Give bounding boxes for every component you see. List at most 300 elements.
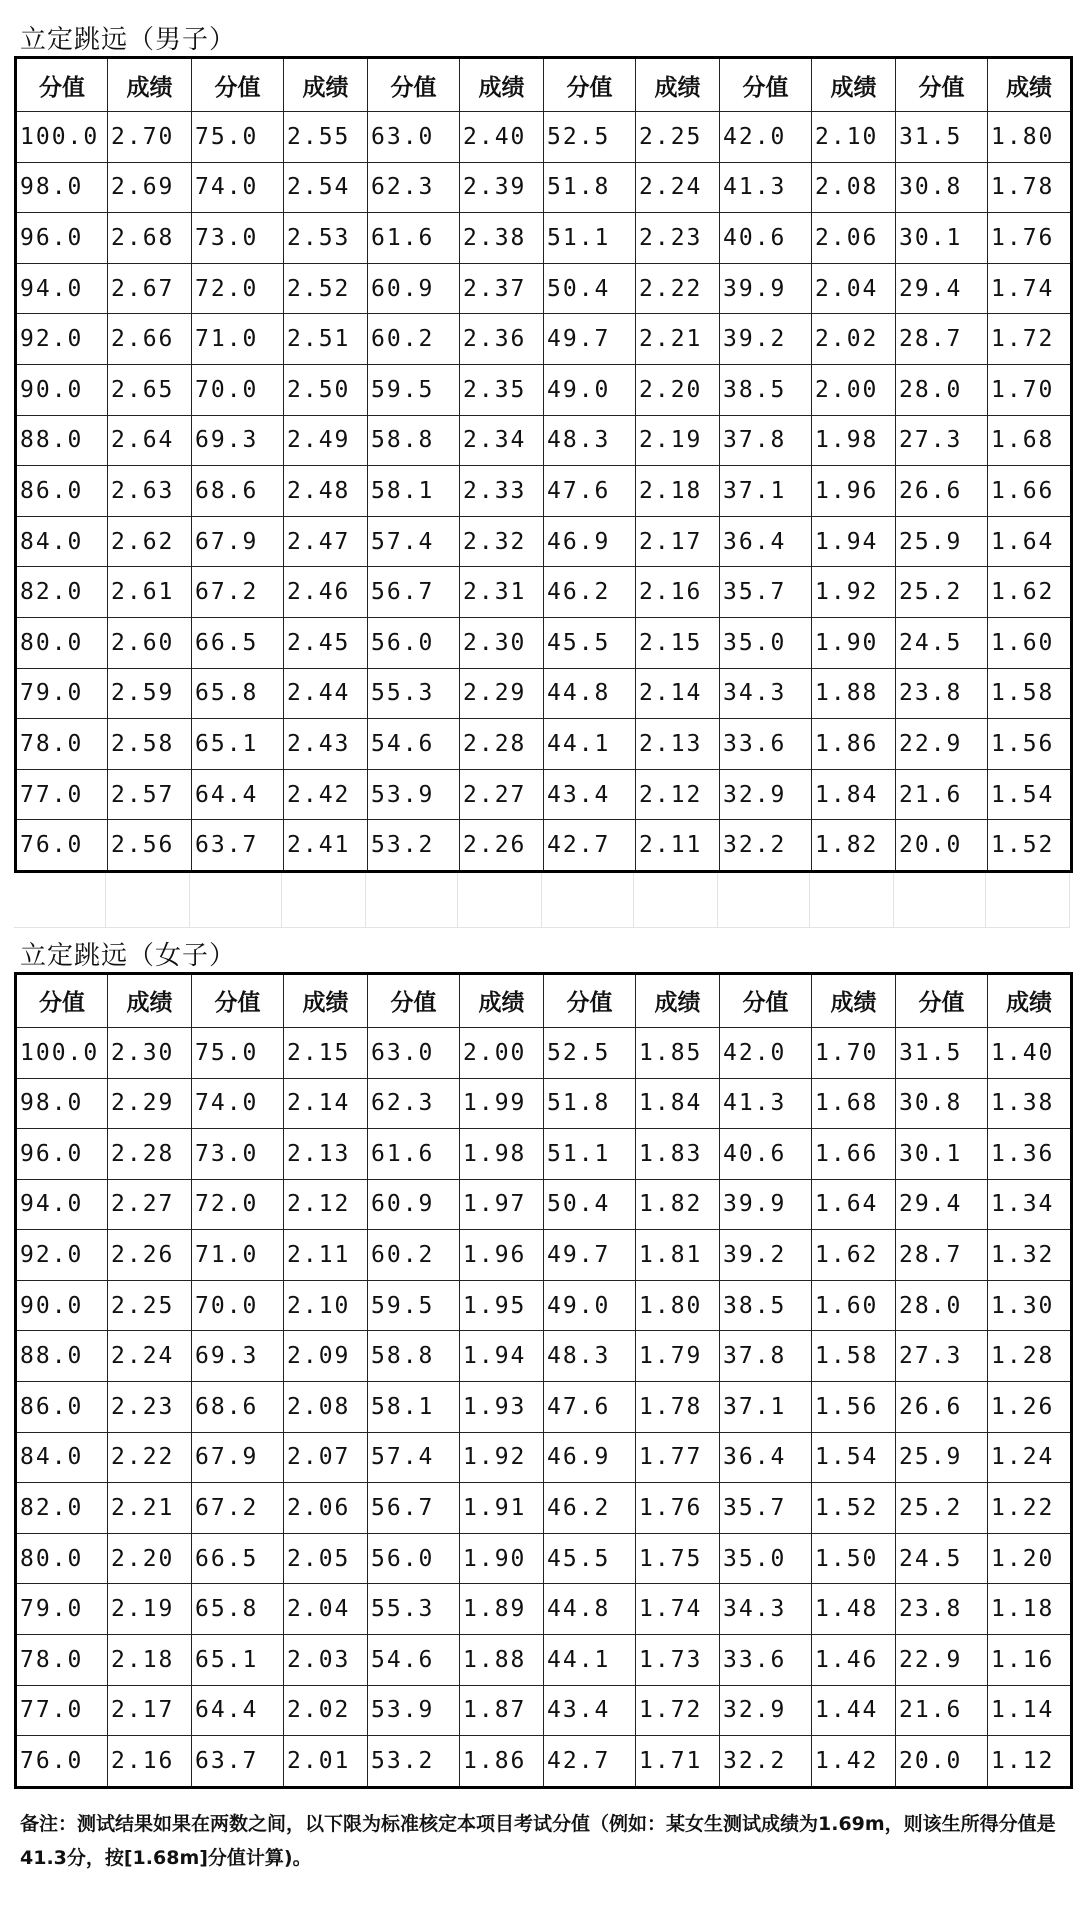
score-cell: 76.0 [16, 820, 108, 872]
result-cell: 2.31 [460, 567, 544, 618]
result-cell: 2.63 [108, 466, 192, 517]
score-cell: 44.1 [544, 719, 636, 770]
score-cell: 45.5 [544, 1533, 636, 1584]
result-cell: 1.72 [636, 1685, 720, 1736]
score-cell: 21.6 [896, 769, 988, 820]
result-cell: 2.27 [108, 1179, 192, 1230]
table-row [16, 1129, 1072, 1180]
result-cell: 2.52 [284, 263, 368, 314]
result-cell: 2.43 [284, 719, 368, 770]
score-cell: 75.0 [192, 1027, 284, 1078]
result-cell: 1.36 [988, 1129, 1072, 1180]
result-cell: 2.16 [636, 567, 720, 618]
score-cell: 53.9 [368, 1685, 460, 1736]
score-cell: 63.7 [192, 820, 284, 872]
result-cell: 1.82 [636, 1179, 720, 1230]
table-row [16, 1432, 1072, 1483]
result-cell: 1.84 [812, 769, 896, 820]
result-column-header: 成绩 [108, 58, 192, 112]
result-cell: 1.83 [636, 1129, 720, 1180]
result-cell: 1.66 [812, 1129, 896, 1180]
result-cell: 1.64 [988, 516, 1072, 567]
result-cell: 2.35 [460, 364, 544, 415]
result-cell: 2.54 [284, 162, 368, 213]
result-cell: 1.79 [636, 1331, 720, 1382]
result-cell: 1.54 [988, 769, 1072, 820]
result-cell: 1.68 [812, 1078, 896, 1129]
result-cell: 1.85 [636, 1027, 720, 1078]
score-cell: 58.1 [368, 466, 460, 517]
result-cell: 1.58 [988, 668, 1072, 719]
score-cell: 30.8 [896, 162, 988, 213]
result-cell: 1.96 [460, 1230, 544, 1281]
score-cell: 22.9 [896, 719, 988, 770]
score-cell: 37.8 [720, 1331, 812, 1382]
score-cell: 63.7 [192, 1736, 284, 1788]
result-column-header: 成绩 [988, 973, 1072, 1027]
result-cell: 2.32 [460, 516, 544, 567]
score-cell: 39.9 [720, 1179, 812, 1230]
result-cell: 1.92 [812, 567, 896, 618]
result-cell: 2.11 [636, 820, 720, 872]
score-cell: 46.2 [544, 567, 636, 618]
result-column-header: 成绩 [284, 58, 368, 112]
result-cell: 1.76 [988, 213, 1072, 264]
score-cell: 28.0 [896, 1280, 988, 1331]
score-cell: 29.4 [896, 263, 988, 314]
result-cell: 2.30 [108, 1027, 192, 1078]
result-cell: 2.50 [284, 364, 368, 415]
result-cell: 2.48 [284, 466, 368, 517]
score-cell: 49.0 [544, 364, 636, 415]
result-cell: 1.50 [812, 1533, 896, 1584]
result-cell: 2.03 [284, 1635, 368, 1686]
score-cell: 51.8 [544, 162, 636, 213]
result-cell: 2.18 [636, 466, 720, 517]
score-cell: 27.3 [896, 1331, 988, 1382]
result-cell: 2.15 [284, 1027, 368, 1078]
result-cell: 2.25 [636, 112, 720, 163]
score-cell: 60.9 [368, 1179, 460, 1230]
result-cell: 2.42 [284, 769, 368, 820]
score-cell: 64.4 [192, 1685, 284, 1736]
table-row [16, 1736, 1072, 1788]
male-table-body [16, 112, 1072, 872]
score-cell: 44.1 [544, 1635, 636, 1686]
result-column-header: 成绩 [812, 58, 896, 112]
score-cell: 60.2 [368, 314, 460, 365]
score-cell: 53.2 [368, 820, 460, 872]
score-cell: 86.0 [16, 1382, 108, 1433]
result-cell: 1.16 [988, 1635, 1072, 1686]
result-cell: 2.56 [108, 820, 192, 872]
male-score-table [14, 56, 1073, 873]
score-column-header: 分值 [896, 973, 988, 1027]
result-cell: 2.25 [108, 1280, 192, 1331]
score-cell: 63.0 [368, 112, 460, 163]
result-cell: 2.00 [460, 1027, 544, 1078]
score-column-header: 分值 [16, 58, 108, 112]
result-cell: 2.44 [284, 668, 368, 719]
result-cell: 1.52 [812, 1483, 896, 1534]
female-table-body [16, 1027, 1072, 1787]
result-cell: 2.29 [460, 668, 544, 719]
result-cell: 2.68 [108, 213, 192, 264]
score-column-header: 分值 [720, 58, 812, 112]
result-cell: 1.80 [636, 1280, 720, 1331]
result-column-header: 成绩 [460, 58, 544, 112]
result-cell: 2.24 [108, 1331, 192, 1382]
score-cell: 60.2 [368, 1230, 460, 1281]
result-cell: 2.30 [460, 617, 544, 668]
score-cell: 24.5 [896, 1533, 988, 1584]
score-column-header: 分值 [16, 973, 108, 1027]
result-cell: 2.61 [108, 567, 192, 618]
result-cell: 2.08 [284, 1382, 368, 1433]
result-cell: 2.19 [636, 415, 720, 466]
result-cell: 1.74 [636, 1584, 720, 1635]
table-row [16, 1230, 1072, 1281]
score-cell: 54.6 [368, 1635, 460, 1686]
result-cell: 1.68 [988, 415, 1072, 466]
result-cell: 1.77 [636, 1432, 720, 1483]
score-cell: 74.0 [192, 162, 284, 213]
score-cell: 86.0 [16, 466, 108, 517]
score-column-header: 分值 [720, 973, 812, 1027]
score-cell: 84.0 [16, 1432, 108, 1483]
female-table-title: 立定跳远（女子） [20, 940, 237, 971]
score-cell: 52.5 [544, 1027, 636, 1078]
score-cell: 35.0 [720, 617, 812, 668]
result-cell: 1.30 [988, 1280, 1072, 1331]
score-cell: 69.3 [192, 1331, 284, 1382]
score-cell: 75.0 [192, 112, 284, 163]
result-cell: 2.23 [636, 213, 720, 264]
table-row [16, 314, 1072, 365]
score-cell: 56.0 [368, 617, 460, 668]
score-cell: 94.0 [16, 263, 108, 314]
result-cell: 2.14 [284, 1078, 368, 1129]
score-cell: 70.0 [192, 1280, 284, 1331]
result-cell: 2.10 [284, 1280, 368, 1331]
score-cell: 72.0 [192, 263, 284, 314]
result-cell: 1.82 [812, 820, 896, 872]
result-cell: 1.32 [988, 1230, 1072, 1281]
table-row [16, 668, 1072, 719]
table-row [16, 1584, 1072, 1635]
result-column-header: 成绩 [460, 973, 544, 1027]
result-cell: 1.56 [812, 1382, 896, 1433]
score-cell: 65.1 [192, 719, 284, 770]
score-cell: 46.2 [544, 1483, 636, 1534]
score-cell: 77.0 [16, 769, 108, 820]
score-cell: 82.0 [16, 1483, 108, 1534]
result-cell: 2.55 [284, 112, 368, 163]
score-cell: 56.7 [368, 1483, 460, 1534]
score-cell: 43.4 [544, 769, 636, 820]
score-cell: 39.9 [720, 263, 812, 314]
result-cell: 1.44 [812, 1685, 896, 1736]
score-cell: 61.6 [368, 1129, 460, 1180]
score-cell: 90.0 [16, 364, 108, 415]
result-column-header: 成绩 [636, 973, 720, 1027]
result-cell: 1.56 [988, 719, 1072, 770]
score-cell: 34.3 [720, 668, 812, 719]
score-cell: 47.6 [544, 1382, 636, 1433]
result-cell: 2.26 [108, 1230, 192, 1281]
result-cell: 2.41 [284, 820, 368, 872]
result-cell: 2.12 [284, 1179, 368, 1230]
score-cell: 53.9 [368, 769, 460, 820]
result-cell: 2.22 [636, 263, 720, 314]
score-cell: 55.3 [368, 668, 460, 719]
score-cell: 25.2 [896, 567, 988, 618]
result-cell: 2.45 [284, 617, 368, 668]
result-cell: 2.04 [812, 263, 896, 314]
score-cell: 37.1 [720, 466, 812, 517]
score-column-header: 分值 [544, 58, 636, 112]
score-cell: 61.6 [368, 213, 460, 264]
score-cell: 42.0 [720, 1027, 812, 1078]
score-cell: 44.8 [544, 1584, 636, 1635]
table-row [16, 1179, 1072, 1230]
score-cell: 57.4 [368, 516, 460, 567]
result-cell: 1.87 [460, 1685, 544, 1736]
result-cell: 1.78 [988, 162, 1072, 213]
score-cell: 36.4 [720, 516, 812, 567]
table-row [16, 617, 1072, 668]
score-cell: 62.3 [368, 162, 460, 213]
table-row [16, 1280, 1072, 1331]
result-cell: 1.73 [636, 1635, 720, 1686]
score-cell: 30.1 [896, 213, 988, 264]
result-cell: 2.21 [636, 314, 720, 365]
result-cell: 2.27 [460, 769, 544, 820]
table-row [16, 719, 1072, 770]
score-cell: 100.0 [16, 1027, 108, 1078]
table-row [16, 820, 1072, 872]
score-cell: 49.7 [544, 1230, 636, 1281]
result-cell: 1.12 [988, 1736, 1072, 1788]
result-cell: 2.07 [284, 1432, 368, 1483]
table-row [16, 1483, 1072, 1534]
result-cell: 2.67 [108, 263, 192, 314]
score-cell: 65.8 [192, 1584, 284, 1635]
result-cell: 2.18 [108, 1635, 192, 1686]
result-cell: 1.90 [460, 1533, 544, 1584]
result-cell: 2.47 [284, 516, 368, 567]
result-cell: 1.97 [460, 1179, 544, 1230]
male-header-row [16, 58, 1072, 112]
score-cell: 60.9 [368, 263, 460, 314]
score-cell: 28.0 [896, 364, 988, 415]
result-cell: 1.62 [812, 1230, 896, 1281]
table-row [16, 162, 1072, 213]
result-cell: 1.14 [988, 1685, 1072, 1736]
result-cell: 1.88 [460, 1635, 544, 1686]
result-cell: 2.60 [108, 617, 192, 668]
score-cell: 59.5 [368, 364, 460, 415]
table-row [16, 112, 1072, 163]
result-cell: 1.52 [988, 820, 1072, 872]
score-cell: 30.8 [896, 1078, 988, 1129]
table-row [16, 1533, 1072, 1584]
score-cell: 48.3 [544, 1331, 636, 1382]
result-cell: 1.42 [812, 1736, 896, 1788]
table-row [16, 466, 1072, 517]
score-cell: 20.0 [896, 820, 988, 872]
result-cell: 2.33 [460, 466, 544, 517]
table-row [16, 263, 1072, 314]
score-cell: 58.8 [368, 1331, 460, 1382]
score-cell: 22.9 [896, 1635, 988, 1686]
score-cell: 67.2 [192, 567, 284, 618]
female-score-table [14, 972, 1073, 1789]
result-cell: 1.81 [636, 1230, 720, 1281]
table-row [16, 1635, 1072, 1686]
result-cell: 2.11 [284, 1230, 368, 1281]
score-cell: 96.0 [16, 1129, 108, 1180]
score-cell: 67.2 [192, 1483, 284, 1534]
score-cell: 45.5 [544, 617, 636, 668]
result-cell: 2.66 [108, 314, 192, 365]
result-cell: 1.28 [988, 1331, 1072, 1382]
score-cell: 51.1 [544, 213, 636, 264]
score-cell: 65.8 [192, 668, 284, 719]
score-cell: 31.5 [896, 112, 988, 163]
result-cell: 1.74 [988, 263, 1072, 314]
score-cell: 41.3 [720, 162, 812, 213]
result-cell: 2.49 [284, 415, 368, 466]
table-row [16, 1331, 1072, 1382]
score-cell: 72.0 [192, 1179, 284, 1230]
result-cell: 1.48 [812, 1584, 896, 1635]
result-cell: 1.70 [988, 364, 1072, 415]
result-cell: 1.75 [636, 1533, 720, 1584]
score-cell: 62.3 [368, 1078, 460, 1129]
score-cell: 92.0 [16, 314, 108, 365]
score-cell: 46.9 [544, 1432, 636, 1483]
result-cell: 2.02 [284, 1685, 368, 1736]
result-cell: 2.28 [460, 719, 544, 770]
score-cell: 51.1 [544, 1129, 636, 1180]
score-cell: 57.4 [368, 1432, 460, 1483]
score-cell: 73.0 [192, 1129, 284, 1180]
score-cell: 78.0 [16, 719, 108, 770]
result-cell: 2.38 [460, 213, 544, 264]
result-cell: 2.70 [108, 112, 192, 163]
score-cell: 25.9 [896, 1432, 988, 1483]
result-cell: 1.24 [988, 1432, 1072, 1483]
result-cell: 2.59 [108, 668, 192, 719]
result-cell: 2.57 [108, 769, 192, 820]
result-cell: 1.71 [636, 1736, 720, 1788]
score-cell: 80.0 [16, 1533, 108, 1584]
score-cell: 39.2 [720, 314, 812, 365]
score-cell: 100.0 [16, 112, 108, 163]
score-cell: 32.9 [720, 1685, 812, 1736]
score-cell: 42.0 [720, 112, 812, 163]
result-cell: 1.70 [812, 1027, 896, 1078]
result-cell: 2.19 [108, 1584, 192, 1635]
result-column-header: 成绩 [812, 973, 896, 1027]
result-cell: 2.29 [108, 1078, 192, 1129]
table-row [16, 364, 1072, 415]
score-cell: 51.8 [544, 1078, 636, 1129]
score-column-header: 分值 [368, 58, 460, 112]
score-cell: 56.7 [368, 567, 460, 618]
score-cell: 50.4 [544, 1179, 636, 1230]
result-cell: 1.20 [988, 1533, 1072, 1584]
score-cell: 32.9 [720, 769, 812, 820]
score-cell: 20.0 [896, 1736, 988, 1788]
score-sheet [14, 12, 1070, 1875]
female-header-row [16, 973, 1072, 1027]
result-cell: 1.95 [460, 1280, 544, 1331]
score-cell: 35.7 [720, 1483, 812, 1534]
score-cell: 90.0 [16, 1280, 108, 1331]
result-cell: 1.66 [988, 466, 1072, 517]
result-cell: 1.62 [988, 567, 1072, 618]
score-cell: 52.5 [544, 112, 636, 163]
result-column-header: 成绩 [284, 973, 368, 1027]
result-cell: 1.22 [988, 1483, 1072, 1534]
result-cell: 1.58 [812, 1331, 896, 1382]
result-cell: 1.86 [812, 719, 896, 770]
score-cell: 88.0 [16, 1331, 108, 1382]
result-cell: 2.58 [108, 719, 192, 770]
score-cell: 58.1 [368, 1382, 460, 1433]
score-cell: 29.4 [896, 1179, 988, 1230]
result-cell: 2.17 [636, 516, 720, 567]
score-cell: 42.7 [544, 820, 636, 872]
score-cell: 26.6 [896, 466, 988, 517]
result-cell: 2.26 [460, 820, 544, 872]
result-cell: 1.34 [988, 1179, 1072, 1230]
score-cell: 98.0 [16, 1078, 108, 1129]
score-cell: 55.3 [368, 1584, 460, 1635]
result-cell: 2.36 [460, 314, 544, 365]
result-cell: 1.60 [812, 1280, 896, 1331]
score-cell: 28.7 [896, 314, 988, 365]
result-cell: 2.39 [460, 162, 544, 213]
result-cell: 2.20 [636, 364, 720, 415]
score-column-header: 分值 [544, 973, 636, 1027]
result-cell: 2.28 [108, 1129, 192, 1180]
score-cell: 36.4 [720, 1432, 812, 1483]
result-cell: 1.94 [812, 516, 896, 567]
score-cell: 78.0 [16, 1635, 108, 1686]
score-cell: 71.0 [192, 314, 284, 365]
score-cell: 88.0 [16, 415, 108, 466]
score-cell: 73.0 [192, 213, 284, 264]
footnote: 备注：测试结果如果在两数之间，以下限为标准核定本项目考试分值（例如：某女生测试成绩为1.69m，则该生所得分值是41.3分，按[1.68m]分值计算)。 [20, 1812, 1056, 1869]
result-cell: 2.65 [108, 364, 192, 415]
result-cell: 2.24 [636, 162, 720, 213]
result-cell: 2.08 [812, 162, 896, 213]
score-cell: 92.0 [16, 1230, 108, 1281]
score-cell: 40.6 [720, 1129, 812, 1180]
result-cell: 2.15 [636, 617, 720, 668]
result-column-header: 成绩 [108, 973, 192, 1027]
result-cell: 2.14 [636, 668, 720, 719]
table-row [16, 1382, 1072, 1433]
score-cell: 84.0 [16, 516, 108, 567]
score-column-header: 分值 [368, 973, 460, 1027]
table-row [16, 213, 1072, 264]
score-cell: 63.0 [368, 1027, 460, 1078]
score-cell: 33.6 [720, 1635, 812, 1686]
